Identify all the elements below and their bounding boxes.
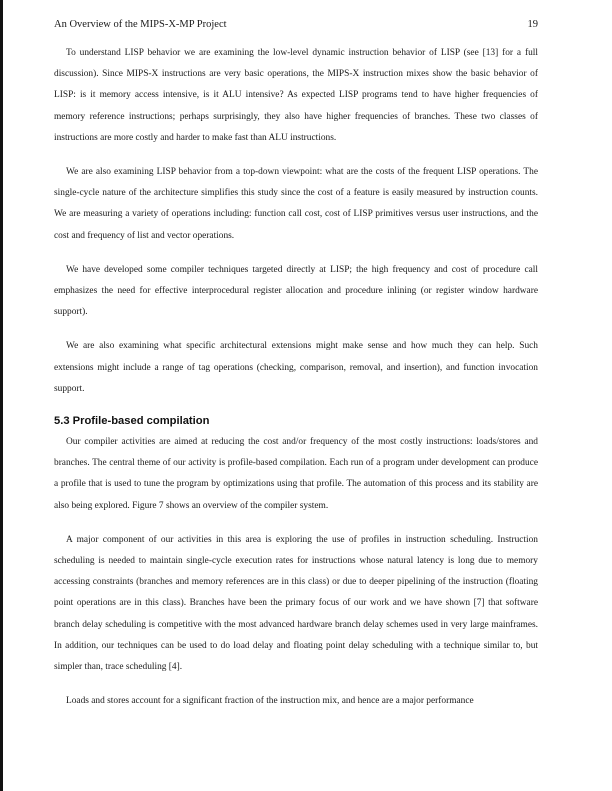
paragraph-compiler-techniques: We have developed some compiler techniques targeted directly at LISP; the high frequency and cost of procedure call emphasizes the need for effective interprocedural register allocation and procedure inlining (or register window hardware support). xyxy=(54,264,538,318)
paragraph-architectural-extensions: We are also examining what specific architectural extensions might make sense and how much they can help. Such extensions might include a range of tag operations (checking, comparison, removal, and insertion), and function invocation support. xyxy=(54,341,538,394)
paragraph-instruction-scheduling: A major component of our activities in this area is exploring the use of profiles in instruction scheduling. Instruction scheduling is needed to maintain single-cycle execution rates for instructions whose natural latency is long due to memory accessing constraints (branches and memory references are in this class) or due to deeper pipelining of the instruction (floating point operations are in this class). Branches have been the primary focus of our work and we have shown [7] that software branch delay scheduling is competitive with the most advanced hardware branch delay schemes used in very large mainframes. In addition, our techniques can be used to do load delay and floating point delay scheduling with a technique similar to, but simpler than, trace scheduling [4]. xyxy=(54,534,538,673)
paragraph-lisp-instruction-behavior: To understand LISP behavior we are examining the low-level dynamic instruction behavior of LISP (see [13] for a full discussion). Since MIPS-X instructions are very basic operations, the MIPS-X instruction mixes show the basic behavior of LISP: is it memory access intensive, is it ALU intensive? As expected LISP programs tend to have higher frequencies of memory reference instructions; perhaps surprisingly, they also have higher frequencies of branches. These two classes of instructions are more costly and harder to make fast than ALU instructions. xyxy=(54,48,538,143)
page-number: 19 xyxy=(527,19,538,30)
section-heading: 5.3 Profile-based compilation xyxy=(54,415,210,428)
body-text xyxy=(54,43,538,725)
running-header-title: An Overview of the MIPS-X-MP Project xyxy=(54,19,227,30)
running-header xyxy=(54,19,538,33)
paragraph-loads-and-stores: Loads and stores account for a significant fraction of the instruction mix, and hence are a major performance xyxy=(66,696,474,707)
paragraph-lisp-top-down: We are also examining LISP behavior from a top-down viewpoint: what are the costs of the frequent LISP operations. The single-cycle nature of the architecture simplifies this study since the cost of a feature is easily measured by instruction counts. We are measuring a variety of operations including: function call cost, cost of LISP primitives versus user instructions, and the cost and frequency of list and vector operations. xyxy=(54,167,538,241)
left-margin-rule xyxy=(0,0,3,791)
paragraph-compiler-activities: Our compiler activities are aimed at reducing the cost and/or frequency of the most costly instructions: loads/stores and branches. The central theme of our activity is profile-based compilation. Each run of a program under development can produce a profile that is used to tune the program by optimizations using that profile. The automation of this process and its stability are also being explored. Figure 7 shows an overview of the compiler system. xyxy=(54,437,538,511)
